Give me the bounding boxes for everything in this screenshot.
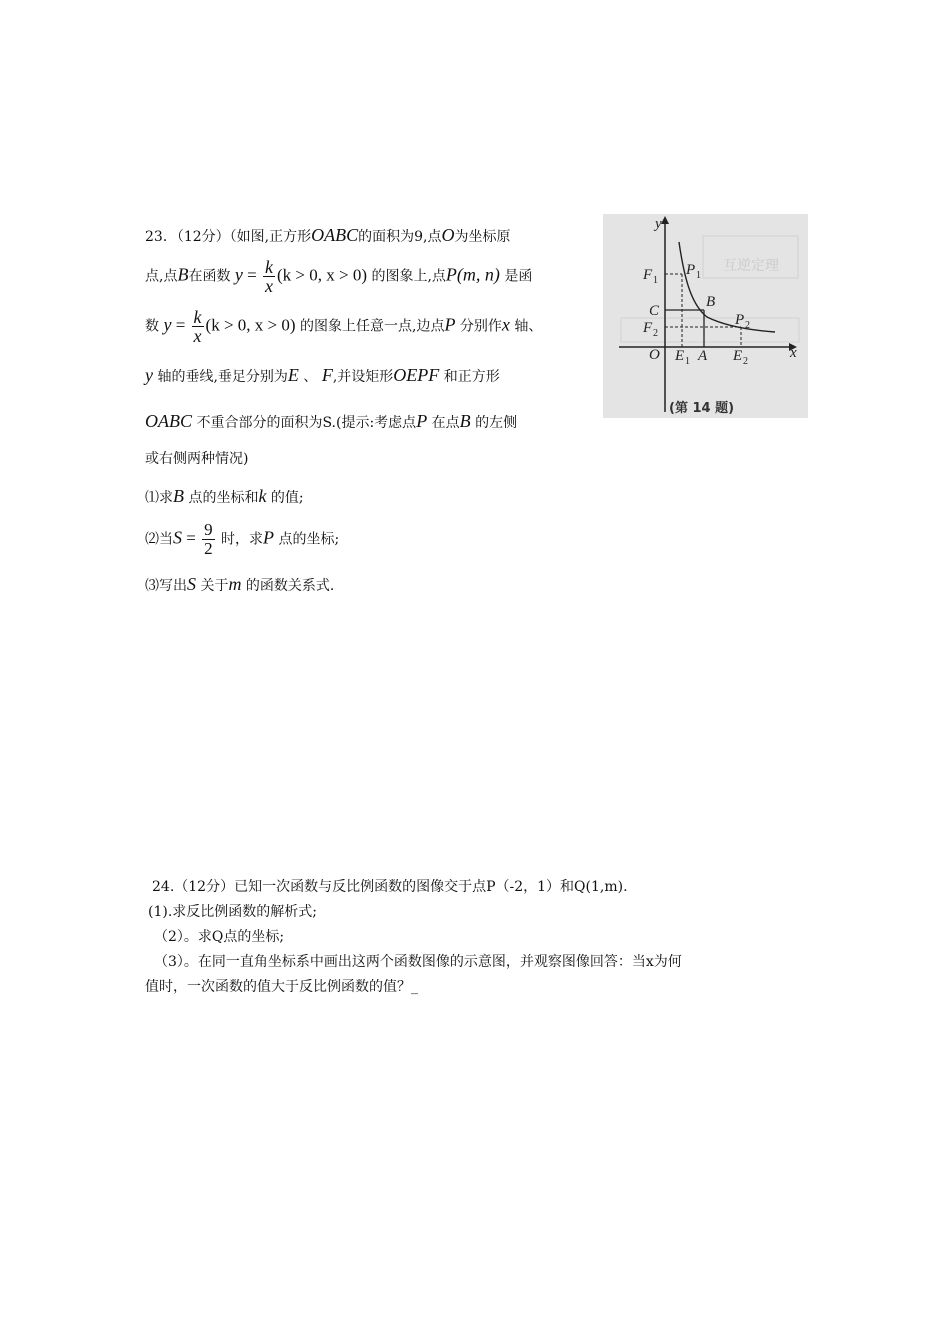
- math-y: y: [163, 314, 172, 335]
- math-condition: (k > 0, x > 0): [205, 315, 296, 335]
- label-e1-sub: 1: [685, 356, 690, 367]
- text: 为坐标原: [454, 229, 511, 245]
- text: 不重合部分的面积为S.(提示:考虑点: [196, 415, 417, 431]
- math-p-mn: P(m, n): [445, 264, 500, 285]
- label-a: A: [698, 348, 708, 364]
- label-p2: P: [735, 312, 745, 328]
- text: 分别作: [459, 318, 502, 335]
- q23-part-3: [145, 575, 334, 595]
- label-f1-sub: 1: [653, 275, 658, 286]
- q23-part-2: [145, 521, 339, 558]
- text: ⑶写出: [145, 578, 187, 594]
- math-condition: (k > 0, x > 0): [277, 265, 367, 285]
- q24-line-5: 值时，一次函数的值大于反比例函数的值？_: [145, 979, 418, 995]
- math-x: x: [501, 314, 510, 335]
- text: 和正方形: [443, 369, 500, 385]
- text: 的函数关系式.: [245, 578, 335, 594]
- label-f2-sub: 2: [653, 328, 658, 339]
- math-b: B: [173, 486, 184, 506]
- label-y: y: [655, 216, 662, 232]
- math-s: S: [173, 527, 182, 548]
- q24-line-4: （3）。在同一直角坐标系中画出这两个函数图像的示意图，并观察图像回答：当x为何: [154, 954, 682, 970]
- math-y: y: [145, 365, 153, 385]
- math-eq: =: [171, 315, 190, 335]
- text: 的左侧: [475, 415, 518, 431]
- fraction-9-over-2: [202, 521, 215, 558]
- text: 的图象上,点: [371, 268, 446, 285]
- text: 是函: [504, 268, 533, 285]
- q23-line-3: [145, 308, 542, 345]
- text: 轴、: [514, 318, 543, 335]
- math-k: k: [258, 486, 267, 506]
- label-x: x: [790, 345, 797, 361]
- text: 、: [303, 369, 318, 385]
- q23-part-1: [145, 487, 304, 507]
- text: ⑴求: [145, 490, 173, 506]
- text: 点的坐标;: [278, 531, 340, 548]
- figure-14: [603, 214, 808, 418]
- math-oabc: OABC: [311, 225, 359, 245]
- math-b: B: [459, 411, 471, 431]
- text: 轴的垂线,垂足分别为: [157, 369, 288, 385]
- frac-denominator: x: [193, 326, 202, 346]
- math-p: P: [263, 527, 275, 548]
- fraction-k-over-x: [263, 258, 275, 295]
- frac-numerator: 9: [204, 520, 213, 539]
- math-s: S: [187, 574, 196, 594]
- text: 的值;: [270, 490, 304, 506]
- q23-line-2: [145, 258, 532, 295]
- math-b: B: [177, 264, 189, 285]
- math-eq: =: [242, 265, 261, 285]
- text: ⑵当: [145, 531, 173, 548]
- text: 在点: [431, 415, 460, 431]
- q23-line-1: [145, 226, 510, 246]
- label-p1-sub: 1: [696, 270, 701, 281]
- frac-denominator: 2: [204, 539, 213, 558]
- frac-numerator: k: [265, 257, 273, 277]
- q23-line-4: [145, 366, 500, 386]
- text: 的面积为9,点: [358, 229, 442, 245]
- q23-line-5: [145, 412, 517, 432]
- label-p2-sub: 2: [745, 320, 750, 331]
- figure-caption: (第 14 题): [669, 401, 735, 416]
- text: 点的坐标和: [188, 490, 259, 506]
- math-o: O: [441, 225, 455, 245]
- text: 的图象上任意一点,边点: [300, 318, 445, 335]
- label-f2: F: [643, 320, 653, 336]
- label-e1: E: [675, 348, 685, 364]
- math-p: P: [444, 314, 456, 335]
- text: 点,点: [145, 268, 178, 285]
- text: 数: [145, 318, 159, 335]
- faint-text: 互逆定理: [723, 258, 779, 274]
- label-o: O: [649, 347, 660, 363]
- q24-line-3: （2）。求Q点的坐标;: [154, 929, 285, 945]
- fraction-k-over-x: [192, 308, 204, 345]
- text: 23．（12分）（如图,正方形: [145, 229, 312, 245]
- math-y: y: [234, 264, 243, 285]
- frac-numerator: k: [193, 307, 202, 327]
- text: 关于: [200, 578, 229, 594]
- q24-line-1: 24.（12分）已知一次函数与反比例函数的图像交于点P（-2，1）和Q(1,m).: [152, 879, 628, 895]
- text: ,并设矩形: [332, 369, 394, 385]
- label-e2: E: [733, 348, 743, 364]
- math-f: F: [321, 365, 333, 385]
- q24-line-2: (1).求反比例函数的解析式;: [148, 904, 317, 920]
- math-oabc: OABC: [145, 411, 192, 431]
- math-oepf: OEPF: [393, 365, 440, 385]
- label-e2-sub: 2: [743, 356, 748, 367]
- text: 时，求: [221, 531, 264, 548]
- label-p1: P: [686, 262, 696, 278]
- label-b: B: [706, 294, 716, 310]
- q23-line-6: 或右侧两种情况): [145, 451, 249, 467]
- math-m: m: [228, 574, 242, 594]
- figure-graph: [603, 214, 808, 418]
- label-c: C: [649, 303, 660, 319]
- math-e: E: [287, 365, 299, 385]
- text: 在函数: [188, 268, 231, 285]
- label-f1: F: [643, 267, 653, 283]
- frac-denominator: x: [265, 276, 273, 296]
- math-eq: =: [182, 528, 201, 548]
- math-p: P: [416, 411, 428, 431]
